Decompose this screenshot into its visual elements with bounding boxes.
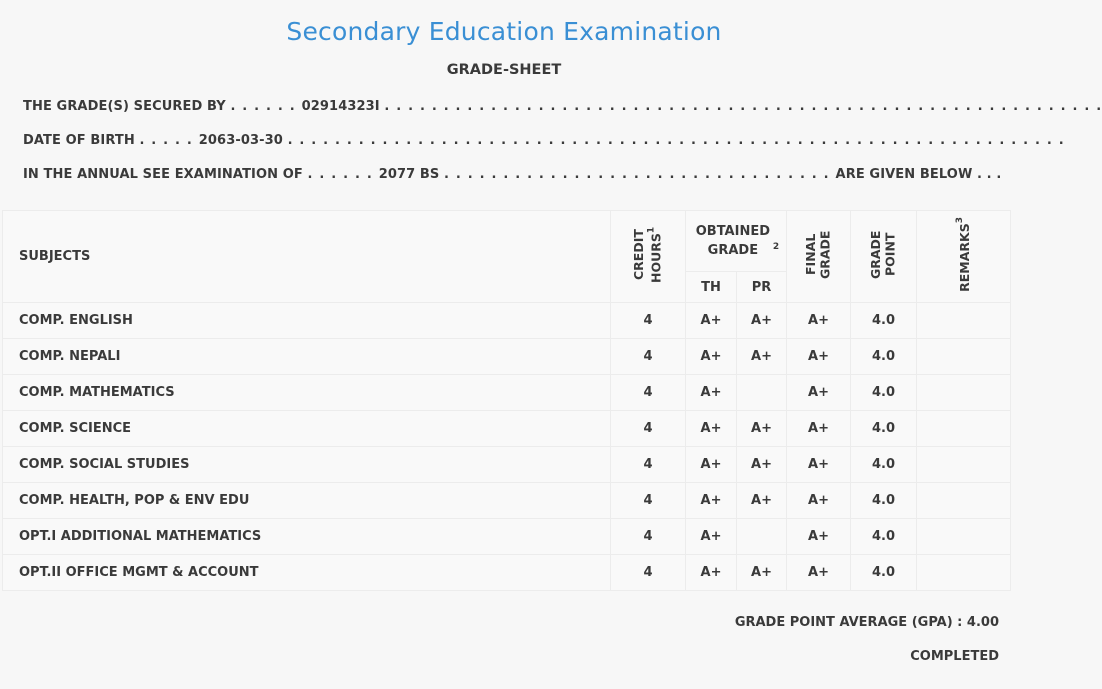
grade-point-cell: 4.0 — [851, 483, 917, 519]
pr-grade-cell: A+ — [737, 339, 787, 375]
exam-value: 2077 BS — [378, 167, 440, 182]
remarks-cell — [917, 339, 1011, 375]
dot-leader: . . . . . . . . . . . . . . . . . . . . . . . . . . . . . . . . . — [444, 167, 836, 182]
table-row — [3, 447, 1011, 483]
dot-leader: . . . . . — [139, 133, 199, 148]
remarks-cell — [917, 483, 1011, 519]
grade-point-cell: 4.0 — [851, 411, 917, 447]
header-subjects: SUBJECTS — [3, 211, 611, 303]
gpa-line — [735, 615, 999, 630]
table-row — [3, 555, 1011, 591]
table-row — [3, 519, 1011, 555]
header-th: TH — [686, 272, 737, 303]
status-text: COMPLETED — [910, 649, 999, 664]
secured-by-value: 02914323I — [301, 99, 380, 114]
table-row — [3, 303, 1011, 339]
subject-cell: COMP. HEALTH, POP & ENV EDU — [3, 483, 611, 519]
final-grade-cell: A+ — [787, 339, 851, 375]
exam-suffix: ARE GIVEN BELOW . . . — [835, 167, 1002, 182]
subject-cell: OPT.II OFFICE MGMT & ACCOUNT — [3, 555, 611, 591]
credit-hours-cell: 4 — [611, 555, 686, 591]
th-grade-cell: A+ — [686, 555, 737, 591]
table-row — [3, 375, 1011, 411]
dob-line — [23, 133, 1065, 148]
subject-cell: COMP. SOCIAL STUDIES — [3, 447, 611, 483]
exam-line — [23, 167, 1001, 182]
remarks-cell — [917, 519, 1011, 555]
grade-point-cell: 4.0 — [851, 519, 917, 555]
grade-point-cell: 4.0 — [851, 303, 917, 339]
th-grade-cell: A+ — [686, 519, 737, 555]
remarks-cell — [917, 555, 1011, 591]
pr-grade-cell: A+ — [737, 447, 787, 483]
page-subtitle: GRADE-SHEET — [446, 62, 562, 78]
th-grade-cell: A+ — [686, 339, 737, 375]
dot-leader: . . . . . . . . . . . . . . . . . . . . . . . . . . . . . . . . . . . . . . . . . . . . . . . . . . . . . . . . . . . . . . . . . . — [287, 133, 1065, 148]
secured-by-line — [23, 99, 1102, 114]
header-remarks: REMARKS$^3$ — [917, 211, 1011, 303]
th-grade-cell: A+ — [686, 411, 737, 447]
pr-grade-cell — [737, 375, 787, 411]
secured-by-label: THE GRADE(S) SECURED BY — [23, 99, 226, 114]
th-grade-cell: A+ — [686, 303, 737, 339]
gpa-value: 4.00 — [966, 615, 999, 630]
header-final-grade: FINAL GRADE — [787, 211, 851, 303]
page-title: Secondary Education Examination — [286, 17, 722, 46]
final-grade-cell: A+ — [787, 483, 851, 519]
remarks-cell — [917, 375, 1011, 411]
subject-cell: COMP. ENGLISH — [3, 303, 611, 339]
remarks-cell — [917, 447, 1011, 483]
grade-point-cell: 4.0 — [851, 447, 917, 483]
header-grade-point: GRADE POINT — [851, 211, 917, 303]
dob-label: DATE OF BIRTH — [23, 133, 135, 148]
dot-leader: . . . . . . . . . . . . . . . . . . . . . . . . . . . . . . . . . . . . . . . . . . . . . . . . . . . . . . . . . . . . . — [384, 99, 1102, 114]
credit-hours-cell: 4 — [611, 519, 686, 555]
remarks-cell — [917, 303, 1011, 339]
table-row — [3, 339, 1011, 375]
pr-grade-cell: A+ — [737, 555, 787, 591]
subject-cell: COMP. SCIENCE — [3, 411, 611, 447]
final-grade-cell: A+ — [787, 447, 851, 483]
table-row — [3, 483, 1011, 519]
final-grade-cell: A+ — [787, 411, 851, 447]
final-grade-cell: A+ — [787, 303, 851, 339]
credit-hours-cell: 4 — [611, 303, 686, 339]
final-grade-cell: A+ — [787, 375, 851, 411]
gpa-label: GRADE POINT AVERAGE (GPA) : — [734, 615, 963, 630]
subject-cell: COMP. MATHEMATICS — [3, 375, 611, 411]
subject-cell: COMP. NEPALI — [3, 339, 611, 375]
th-grade-cell: A+ — [686, 447, 737, 483]
dot-leader: . . . . . . — [230, 99, 302, 114]
exam-label: IN THE ANNUAL SEE EXAMINATION OF — [23, 167, 303, 182]
header-pr: PR — [737, 272, 787, 303]
dob-value: 2063-03-30 — [198, 133, 283, 148]
credit-hours-cell: 4 — [611, 447, 686, 483]
final-grade-cell: A+ — [787, 555, 851, 591]
credit-hours-cell: 4 — [611, 375, 686, 411]
header-credit-hours: CREDIT HOURS$^1$ — [611, 211, 686, 303]
dot-leader: . . . . . . — [307, 167, 379, 182]
subject-cell: OPT.I ADDITIONAL MATHEMATICS — [3, 519, 611, 555]
th-grade-cell: A+ — [686, 483, 737, 519]
remarks-cell — [917, 411, 1011, 447]
pr-grade-cell: A+ — [737, 411, 787, 447]
grade-point-cell: 4.0 — [851, 375, 917, 411]
pr-grade-cell — [737, 519, 787, 555]
grade-point-cell: 4.0 — [851, 339, 917, 375]
credit-hours-cell: 4 — [611, 339, 686, 375]
table-row — [3, 411, 1011, 447]
credit-hours-cell: 4 — [611, 411, 686, 447]
pr-grade-cell: A+ — [737, 303, 787, 339]
grades-table — [2, 210, 1011, 591]
credit-hours-cell: 4 — [611, 483, 686, 519]
th-grade-cell: A+ — [686, 375, 737, 411]
header-obtained-grade: OBTAINED GRADE $^2$ — [686, 211, 787, 272]
final-grade-cell: A+ — [787, 519, 851, 555]
pr-grade-cell: A+ — [737, 483, 787, 519]
grade-point-cell: 4.0 — [851, 555, 917, 591]
